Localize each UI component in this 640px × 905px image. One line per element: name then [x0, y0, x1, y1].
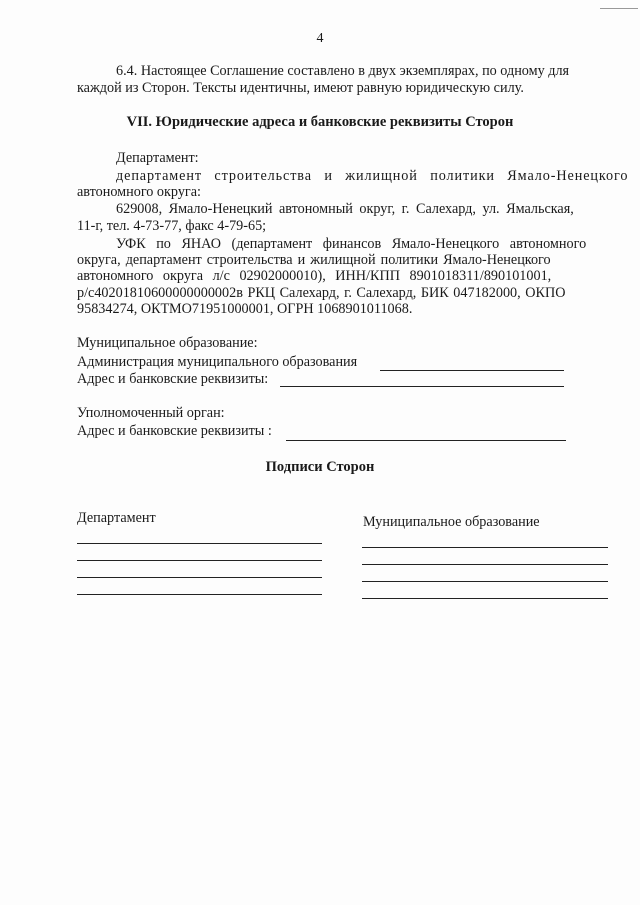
signature-right-line-2	[362, 564, 608, 565]
signature-left-line-1	[77, 543, 322, 544]
signature-left-line-2	[77, 560, 322, 561]
signature-right-line-1	[362, 547, 608, 548]
page-number: 4	[316, 31, 324, 46]
department-name-line-1	[116, 168, 629, 185]
signature-right-label: Муниципальное образование	[363, 514, 540, 530]
clause-6-4-line-2: каждой из Сторон. Тексты идентичны, имеют равную юридическую силу.	[77, 80, 524, 96]
department-bank-line-2: округа, департамент строительства и жилищной политики Ямало-Ненецкого	[77, 252, 551, 268]
municipality-label: Муниципальное образование:	[77, 335, 258, 351]
authorized-body-label: Уполномоченный орган:	[77, 405, 225, 421]
scan-edge-mark	[600, 8, 638, 9]
authorized-body-address-label: Адрес и банковские реквизиты :	[77, 423, 272, 439]
clause-6-4-line-1: 6.4. Настоящее Соглашение составлено в двух экземплярах, по одному для	[116, 63, 570, 79]
signatures-heading: Подписи Сторон	[265, 459, 375, 475]
department-address-line-2: 11-г, тел. 4-73-77, факс 4-79-65;	[77, 218, 267, 234]
municipality-admin-blank	[380, 370, 564, 371]
signature-right-line-4	[362, 598, 608, 599]
department-label: Департамент:	[116, 150, 199, 166]
municipality-admin-label: Администрация муниципального образования	[77, 354, 358, 370]
signature-left-line-4	[77, 594, 322, 595]
municipality-address-blank	[280, 386, 564, 387]
municipality-address-label: Адрес и банковские реквизиты:	[77, 371, 269, 387]
department-address-line-1: 629008, Ямало-Ненецкий автономный округ, г. Салехард, ул. Ямальская,	[116, 201, 574, 217]
department-bank-line-3: автономного округа л/с 02902000010), ИНН/КПП 8901018311/890101001,	[77, 268, 552, 284]
signature-left-label: Департамент	[77, 510, 156, 526]
department-bank-line-4: р/с40201810600000000002в РКЦ Салехард, г. Салехард, БИК 047182000, ОКПО	[77, 285, 566, 301]
department-bank-line-1: УФК по ЯНАО (департамент финансов Ямало-Ненецкого автономного	[116, 236, 587, 252]
authorized-body-address-blank	[286, 440, 566, 441]
section-7-heading: VII. Юридические адреса и банковские реквизиты Сторон	[126, 114, 514, 130]
signature-right-line-3	[362, 581, 608, 582]
department-name-line-2: автономного округа:	[77, 184, 201, 200]
department-bank-line-5: 95834274, ОКТМО71951000001, ОГРН 1068901011068.	[77, 301, 413, 317]
signature-left-line-3	[77, 577, 322, 578]
department-name-text: департамент строительства и жилищной политики Ямало-Ненецкого	[116, 168, 629, 184]
